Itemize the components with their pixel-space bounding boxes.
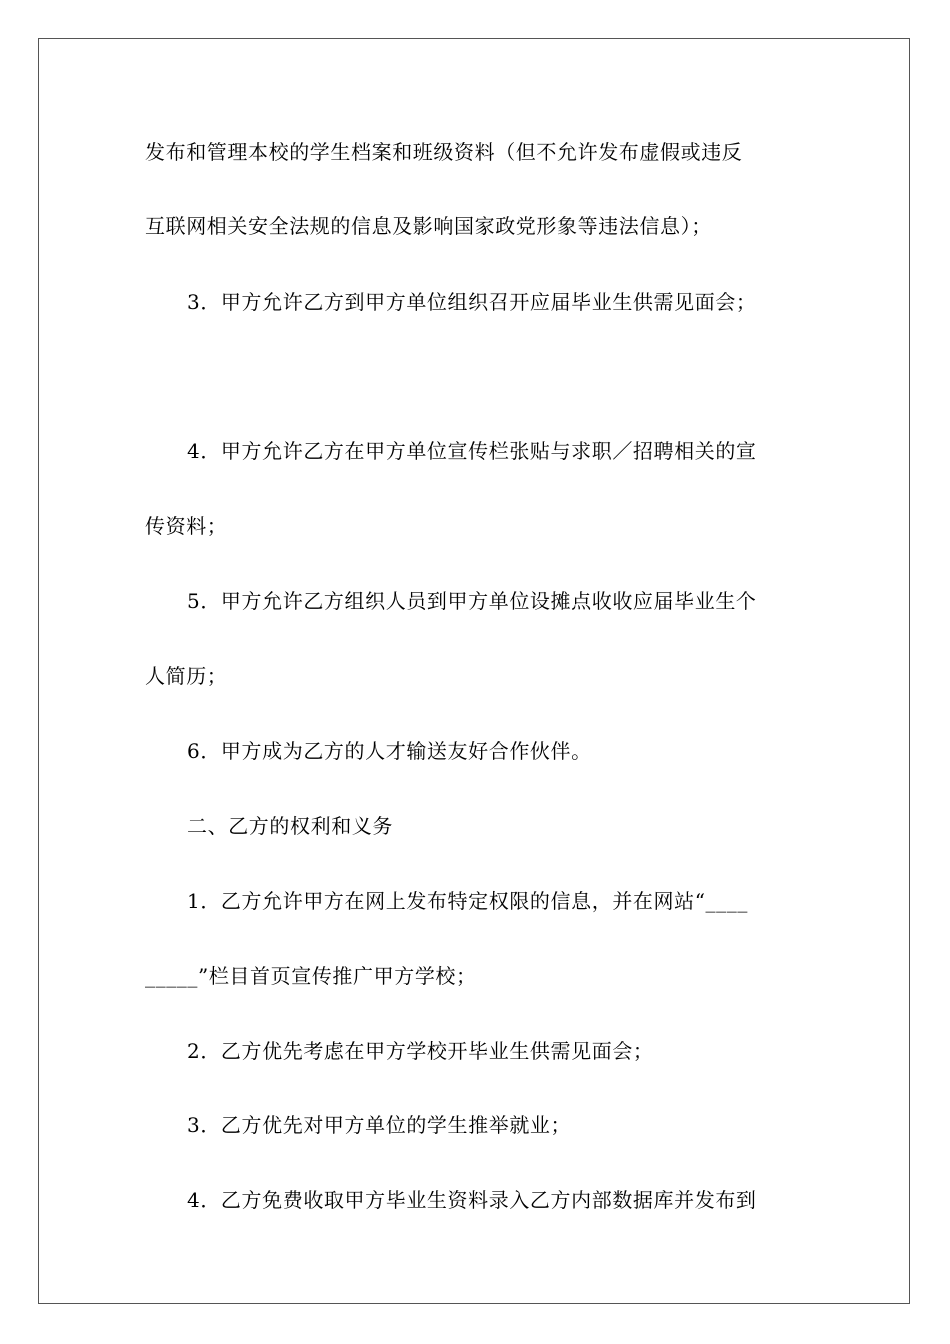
clause-a5: 5．甲方允许乙方组织人员到甲方单位设摊点收收应届毕业生个 xyxy=(187,589,757,613)
clause-b1-continued: _____”栏目首页宣传推广甲方学校； xyxy=(145,964,477,988)
clause-a4: 4．甲方允许乙方在甲方单位宣传栏张贴与求职／招聘相关的宣 xyxy=(187,439,757,463)
clause-a3: 3．甲方允许乙方到甲方单位组织召开应届毕业生供需见面会； xyxy=(187,290,757,314)
clause-a6: 6．甲方成为乙方的人才输送友好合作伙伴。 xyxy=(187,739,592,763)
clause-b4: 4．乙方免费收取甲方毕业生资料录入乙方内部数据库并发布到 xyxy=(187,1188,757,1212)
text-line-2: 互联网相关安全法规的信息及影响国家政党形象等违法信息）； xyxy=(145,214,712,238)
text-line-1: 发布和管理本校的学生档案和班级资料（但不允许发布虚假或违反 xyxy=(145,140,743,164)
section-heading-2: 二、乙方的权利和义务 xyxy=(187,814,393,838)
clause-b2: 2．乙方优先考虑在甲方学校开毕业生供需见面会； xyxy=(187,1039,654,1063)
clause-a5-continued: 人简历； xyxy=(145,664,228,688)
clause-b1: 1．乙方允许甲方在网上发布特定权限的信息，并在网站“____ xyxy=(187,889,748,913)
clause-b3: 3．乙方优先对甲方单位的学生推举就业； xyxy=(187,1113,572,1137)
clause-a4-continued: 传资料； xyxy=(145,514,228,538)
